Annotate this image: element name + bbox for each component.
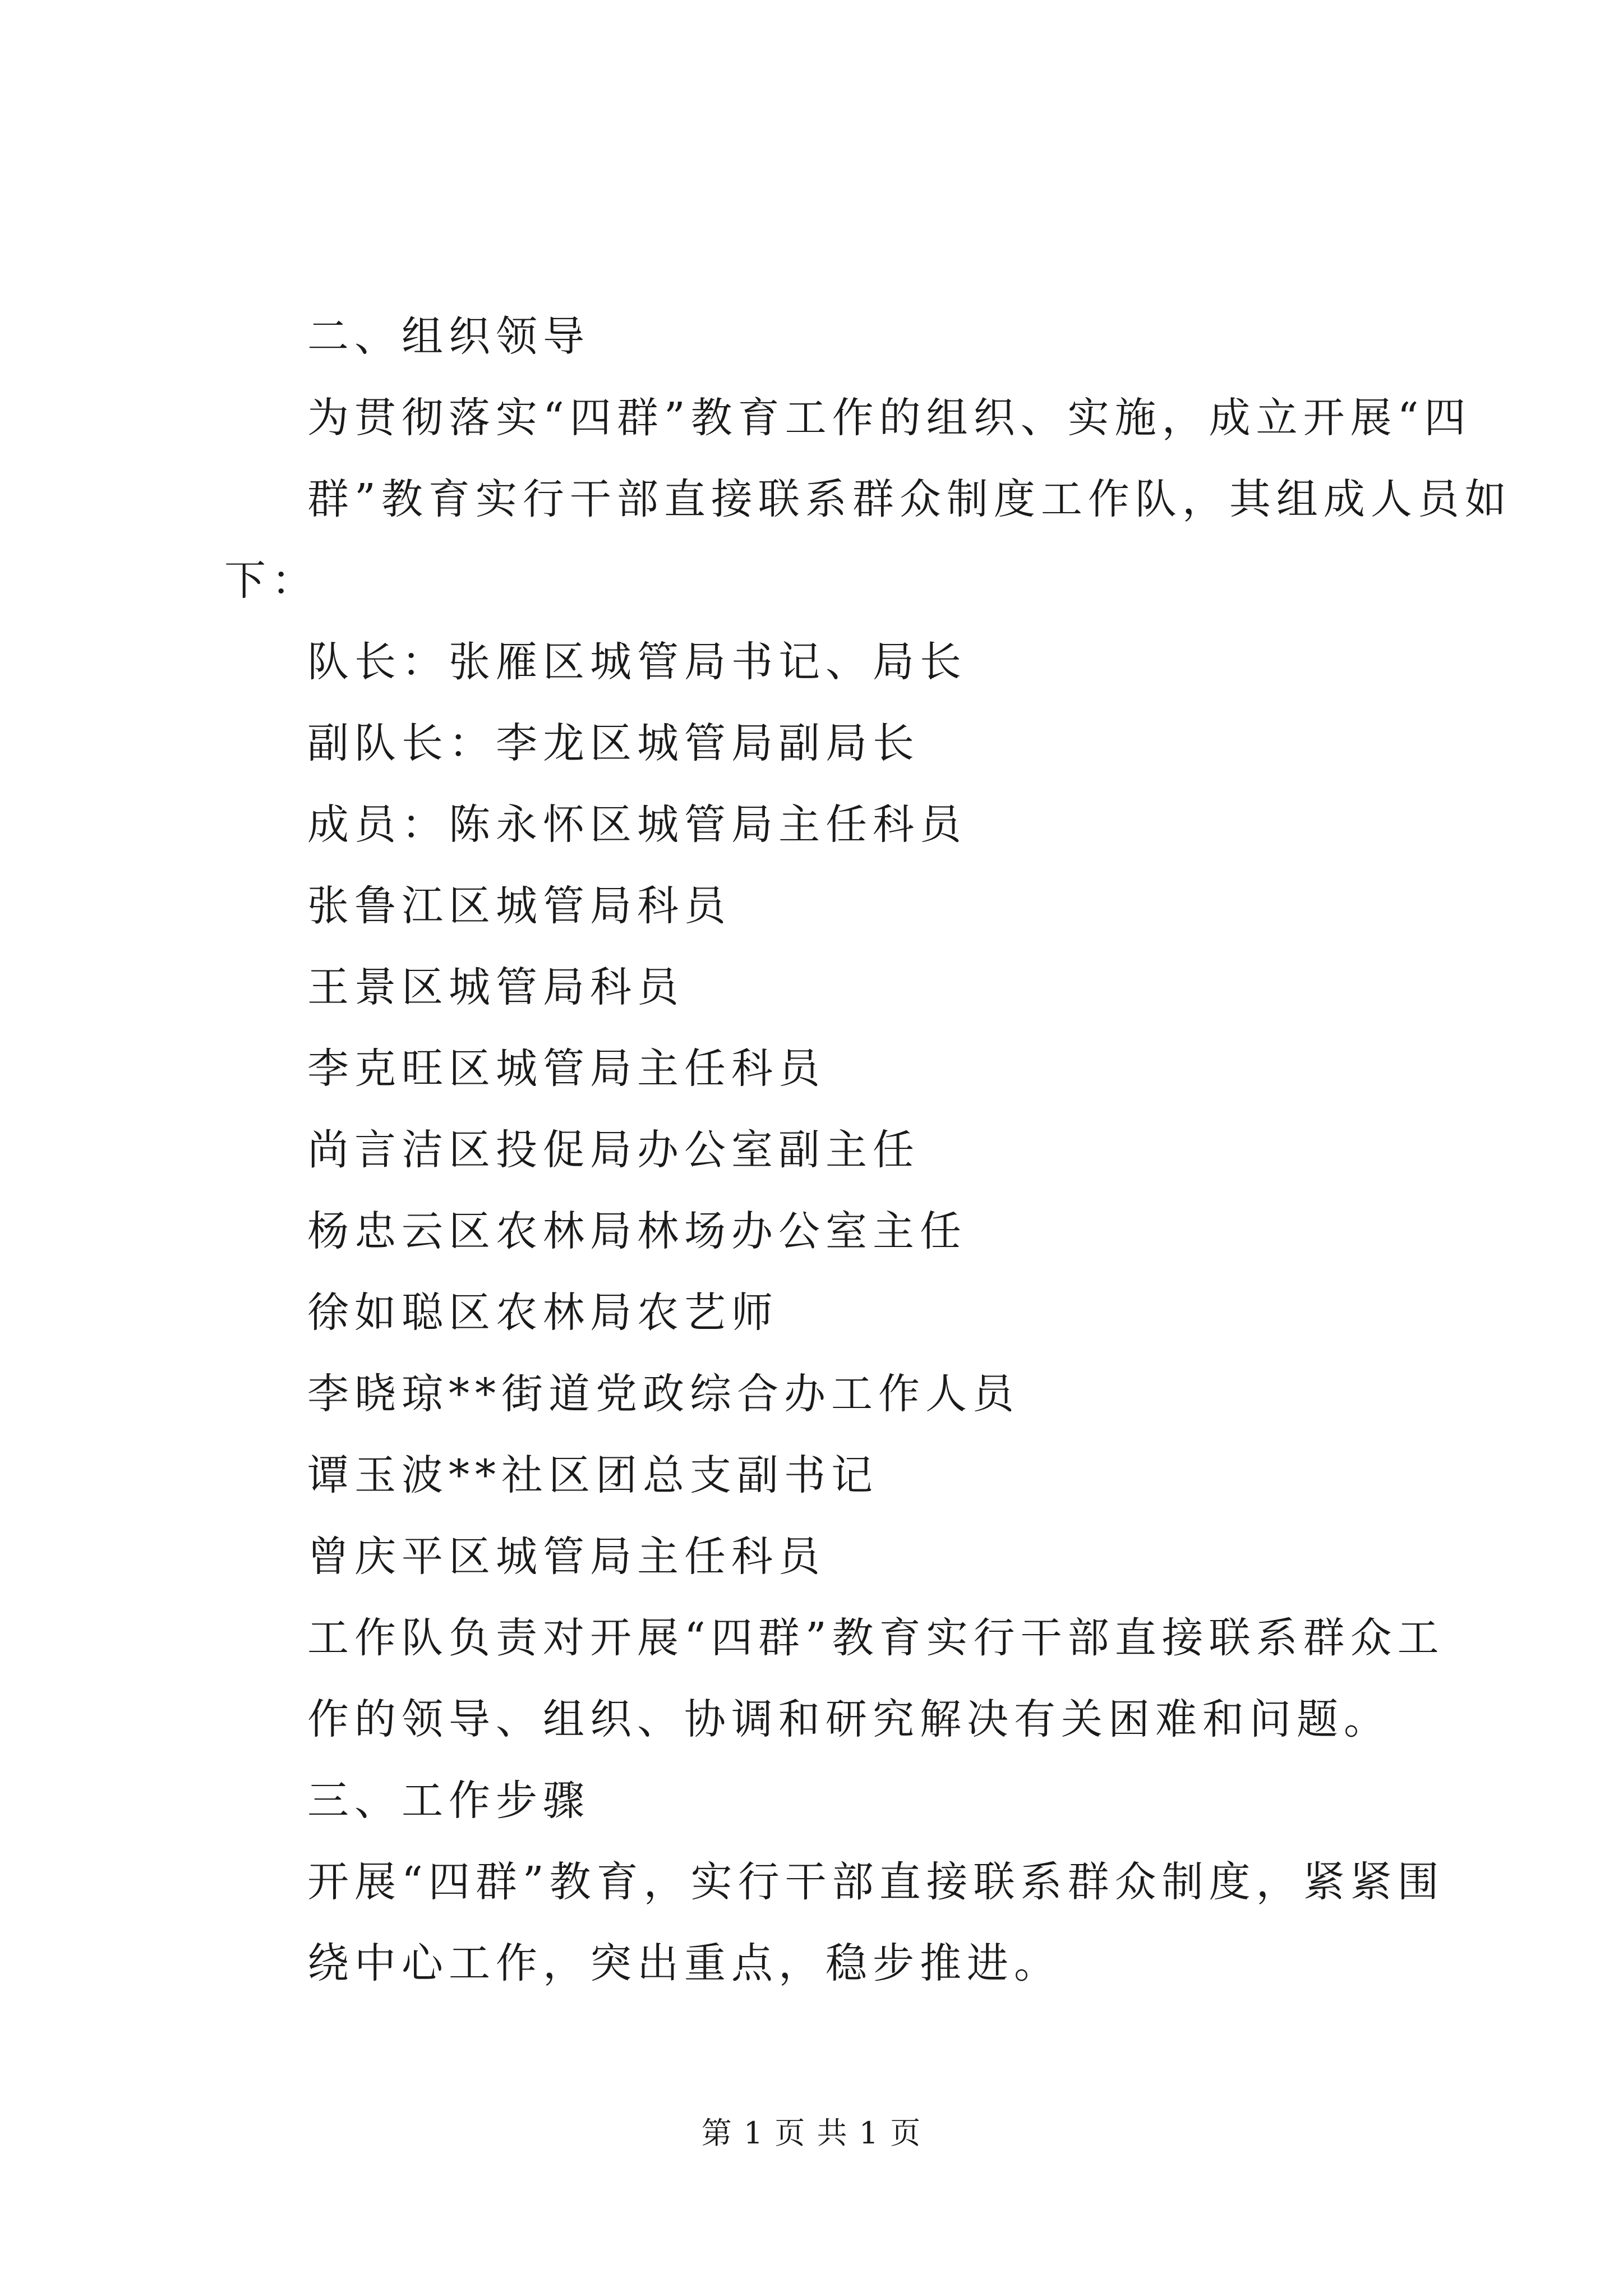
paragraph-intro-line-3: 下： bbox=[224, 556, 319, 605]
paragraph-intro-line-2: 群”教育实行干部直接联系群众制度工作队，其组成人员如 bbox=[307, 475, 1512, 523]
member-line: 杨忠云区农林局林场办公室主任 bbox=[307, 1207, 967, 1255]
section-heading-organization: 二、组织领导 bbox=[307, 312, 590, 361]
member-line: 李克旺区城管局主任科员 bbox=[307, 1045, 826, 1093]
member-line: 成员：陈永怀区城管局主任科员 bbox=[307, 800, 967, 849]
member-line: 徐如聪区农林局农艺师 bbox=[307, 1289, 778, 1337]
member-line: 曾庆平区城管局主任科员 bbox=[307, 1533, 826, 1581]
member-line: 李晓琼**街道党政综合办工作人员 bbox=[307, 1370, 1020, 1418]
member-line: 副队长：李龙区城管局副局长 bbox=[307, 719, 920, 767]
page-footer: 第 1 页 共 1 页 bbox=[701, 2115, 922, 2151]
section-heading-steps: 三、工作步骤 bbox=[307, 1777, 590, 1825]
paragraph-duty-line-1: 工作队负责对开展“四群”教育实行干部直接联系群众工 bbox=[307, 1614, 1445, 1662]
member-line: 张鲁江区城管局科员 bbox=[307, 882, 731, 930]
paragraph-intro-line-1: 为贯彻落实“四群”教育工作的组织、实施，成立开展“四 bbox=[307, 394, 1472, 442]
paragraph-steps-line-1: 开展“四群”教育，实行干部直接联系群众制度，紧紧围 bbox=[307, 1858, 1445, 1906]
paragraph-steps-line-2: 绕中心工作，突出重点，稳步推进。 bbox=[307, 1939, 1061, 1987]
member-line: 尚言洁区投促局办公室副主任 bbox=[307, 1126, 920, 1174]
member-line: 队长：张雁区城管局书记、局长 bbox=[307, 638, 967, 686]
paragraph-duty-line-2: 作的领导、组织、协调和研究解决有关困难和问题。 bbox=[307, 1695, 1391, 1743]
member-line: 王景区城管局科员 bbox=[307, 963, 684, 1011]
member-line: 谭玉波**社区团总支副书记 bbox=[307, 1451, 878, 1499]
